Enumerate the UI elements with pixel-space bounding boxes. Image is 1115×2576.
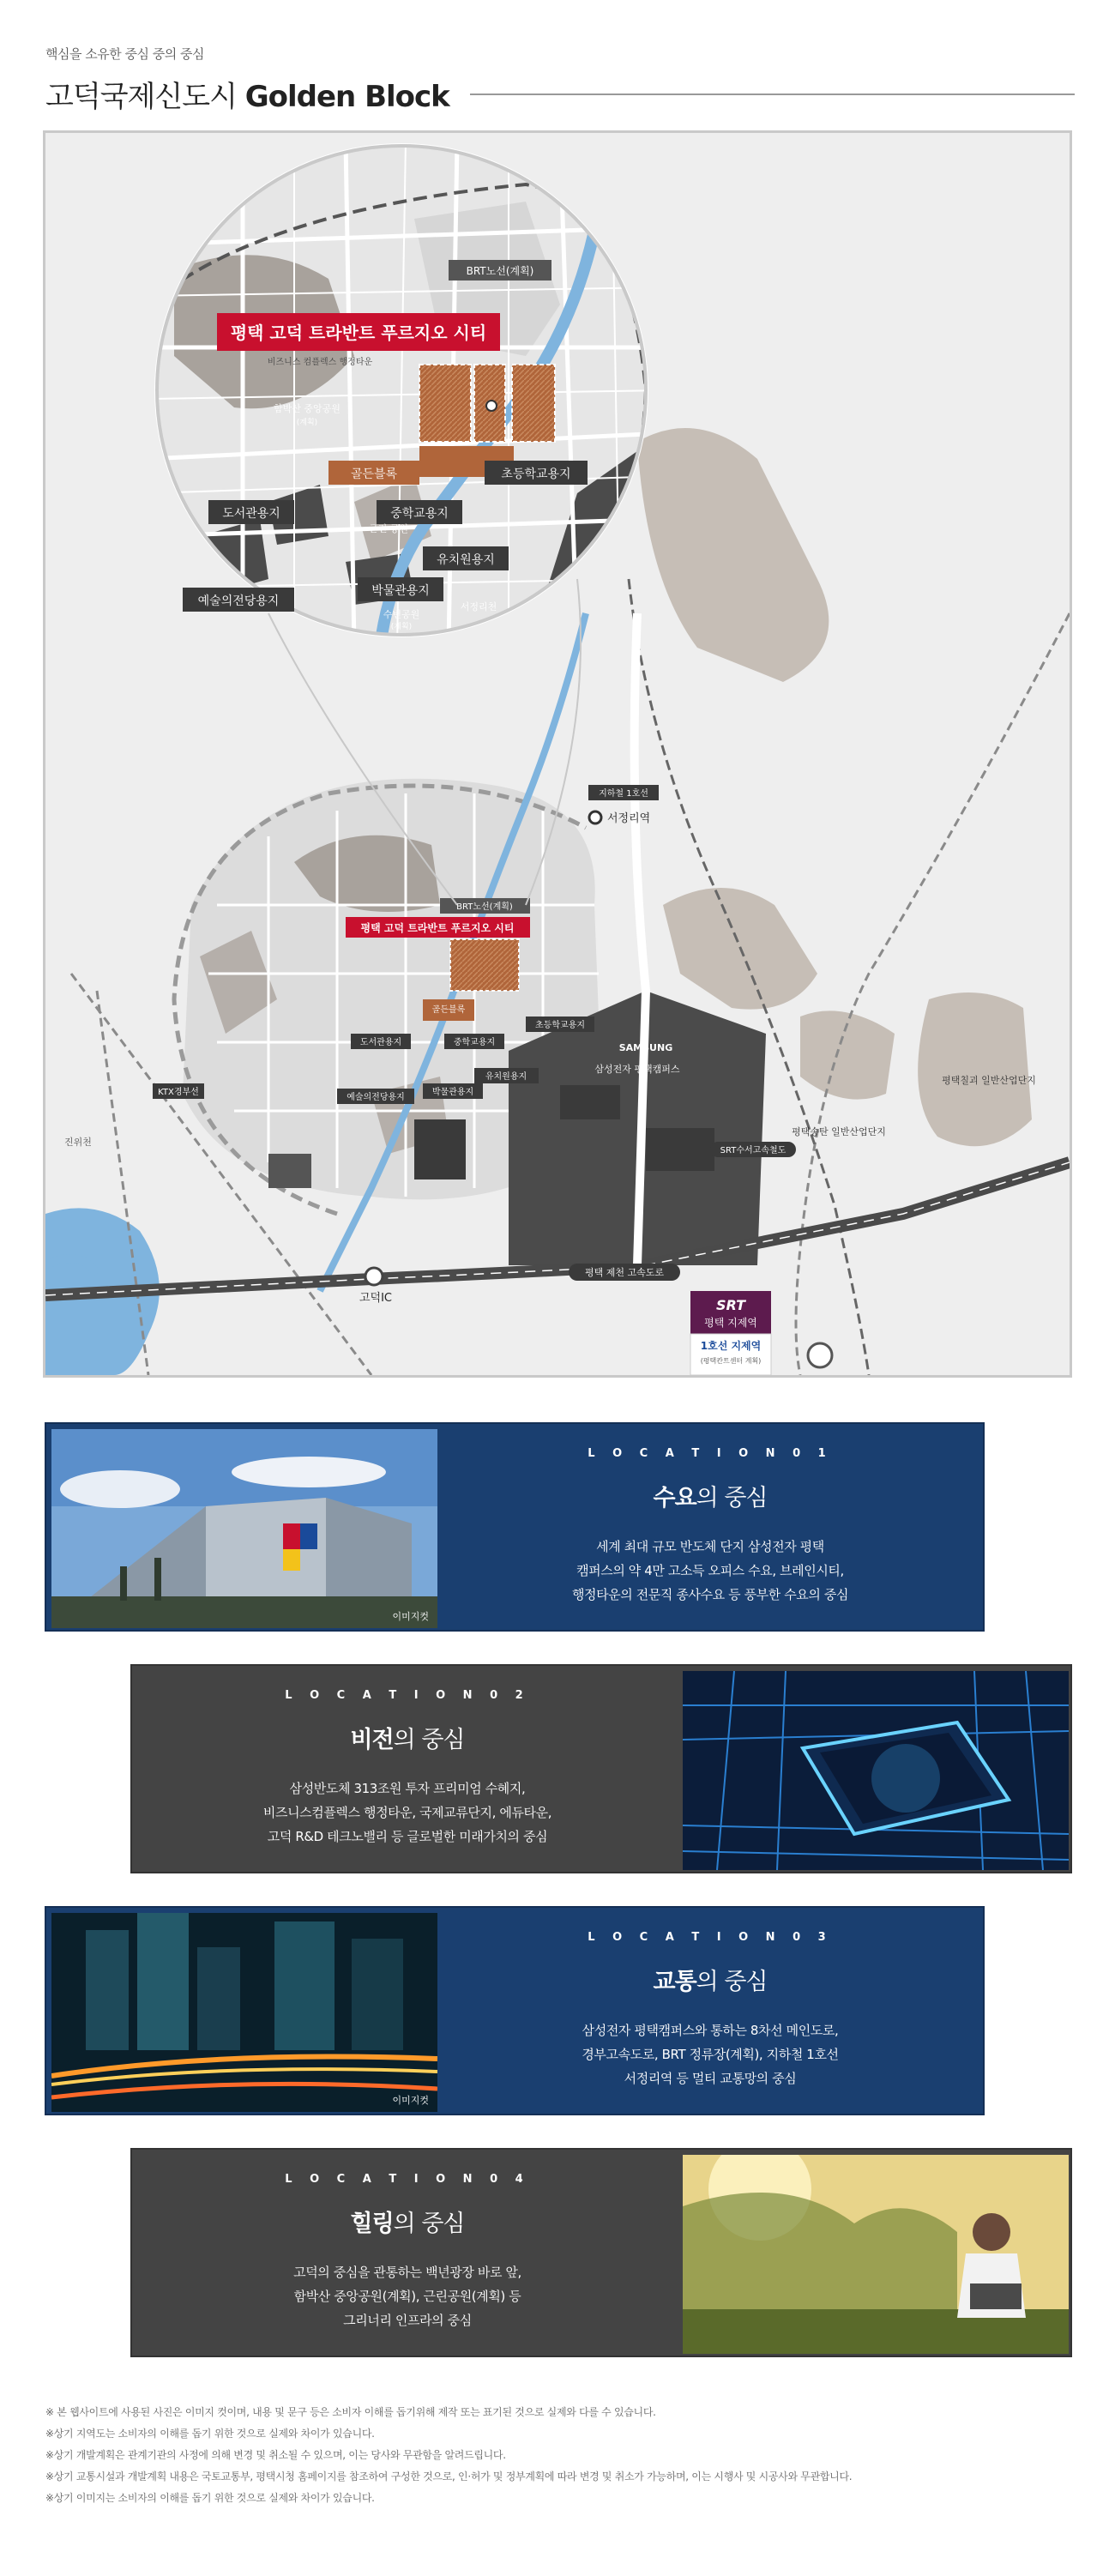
location-04-image: [683, 2155, 1069, 2354]
park-photo: [683, 2155, 1069, 2354]
project-block-small: [450, 939, 519, 991]
jije-station-marker: [808, 1343, 832, 1367]
location-03-image: [51, 1913, 437, 2112]
location-04-heading-bold: 힐링: [350, 2211, 394, 2237]
godeok-ic-marker: [365, 1268, 383, 1285]
golden-block-small-label: 골든블록: [431, 1005, 466, 1015]
neighborhood-park-label: 근린 공원: [368, 523, 409, 534]
location-02-panel: [130, 1664, 1072, 1873]
stream-label: 서정리천: [460, 601, 497, 612]
location-02-heading-rest: 의 중심: [393, 1727, 465, 1753]
elementary-label: 초등학교용지: [501, 468, 571, 481]
seojeongri-station-marker: [589, 811, 601, 823]
campus-building: [268, 1154, 311, 1188]
disclaimer-note: ※상기 교통시설과 개발계획 내용은 국토교통부, 평택시청 홈페이지를 참조하여 구성한 것으로, 인·허가 및 정부계획에 따라 변경 및 취소가 가능하며, 이는 시행사 및 시공사와 무관합니다.: [45, 2470, 853, 2482]
middle-small-label: 중학교용지: [453, 1038, 496, 1047]
location-03-line: 서정리역 등 멀티 교통망의 중심: [624, 2071, 797, 2086]
location-02-heading: [350, 1721, 464, 1754]
location-03-panel: [45, 1906, 985, 2115]
project-block: [419, 365, 471, 442]
page-header: [45, 45, 1075, 115]
museum-label: 박물관용지: [371, 584, 430, 598]
location-03-body: [582, 2018, 838, 2090]
location-03-heading-bold: 교통: [653, 1969, 696, 1995]
location-01-text: [437, 1424, 983, 1630]
expressway-label: 평택 제천 고속도로: [584, 1267, 665, 1278]
location-01-body: [572, 1535, 848, 1607]
title-prefix: 고덕국제신도시: [45, 80, 245, 114]
terrain-area: [918, 992, 1032, 1146]
library-label: 도서관용지: [222, 507, 280, 521]
page-subtitle: 핵심을 소유한 중심 중의 중심: [45, 46, 204, 62]
elem-small-label: 초등학교용지: [535, 1021, 585, 1030]
campus-building: [414, 1119, 466, 1179]
title-bold: Golden Block: [244, 80, 449, 114]
location-map: [43, 130, 1072, 1378]
campus-building: [646, 1128, 714, 1171]
location-02-line: 비즈니스컴플렉스 행정타운, 국제교류단지, 에듀타운,: [262, 1805, 552, 1820]
seojeongri-label: 서정리역: [607, 812, 651, 825]
location-02-line: 고덕 R&D 테크노밸리 등 글로벌한 미래가치의 중심: [267, 1829, 548, 1844]
location-04-label: L O C A T I O N 0 4: [285, 2173, 530, 2186]
city-night-photo: [51, 1913, 437, 2112]
location-04-text: [132, 2150, 683, 2356]
srt-logo: SRT: [715, 1297, 746, 1313]
central-park-note: (계획): [296, 419, 318, 427]
location-03-text: [437, 1908, 983, 2114]
location-01-panel: [45, 1422, 985, 1632]
brt-label: BRT노선(계획): [466, 265, 534, 277]
disclaimer-note: ※상기 지역도는 소비자의 이해를 돕기 위한 것으로 실제와 차이가 있습니다.: [45, 2428, 375, 2440]
central-park-label: 함박산 중앙공원: [274, 403, 341, 414]
location-03-line: 삼성전자 평택캠퍼스와 통하는 8차선 메인도로,: [582, 2023, 839, 2038]
jinwi-label: 진위천: [64, 1137, 92, 1148]
location-04-heading-rest: 의 중심: [393, 2211, 465, 2237]
godeok-ic-label: 고덕IC: [359, 1292, 393, 1305]
location-04-line: 그리너리 인프라의 중심: [343, 2313, 472, 2328]
block-center-marker: [486, 401, 497, 411]
ktx-label: KTX경부선: [158, 1088, 199, 1097]
location-01-label: L O C A T I O N 0 1: [588, 1447, 833, 1460]
location-01-heading-rest: 의 중심: [696, 1485, 768, 1511]
location-02-label: L O C A T I O N 0 2: [285, 1689, 530, 1702]
map-illustration: [45, 133, 1070, 1375]
middle-label: 중학교용지: [390, 507, 449, 521]
samsung-campus-label: 삼성전자 평택캠퍼스: [594, 1064, 680, 1075]
disclaimer-note: ※상기 개발계획은 관계기관의 사정에 의해 변경 및 취소될 수 있으며, 이는 당사와 무관함을 알려드립니다.: [45, 2449, 506, 2461]
samsung-building-photo: [51, 1429, 437, 1628]
srt-station-label: 평택 지제역: [704, 1317, 757, 1329]
location-03-heading-rest: 의 중심: [696, 1969, 768, 1995]
location-01-image: [51, 1429, 437, 1628]
location-01-line: 캠퍼스의 약 4만 고소득 오피스 수요, 브레인시티,: [576, 1563, 844, 1578]
location-03-caption: 이미지컷: [392, 2095, 429, 2106]
disclaimer-notes: [45, 2402, 1075, 2509]
location-01-caption: 이미지컷: [392, 1611, 429, 1622]
location-01-line: 행정타운의 전문직 종사수요 등 풍부한 수요의 중심: [571, 1587, 849, 1602]
location-03-label: L O C A T I O N 0 3: [588, 1931, 833, 1944]
disclaimer-note: ※ 본 웹사이트에 사용된 사진은 이미지 컷이며, 내용 및 문구 등은 소비자 이해를 돕기위해 제작 또는 표기된 것으로 실제와 다를 수 있습니다.: [45, 2406, 656, 2418]
golden-block-label: 골든블록: [350, 468, 398, 481]
pyeongtaek-complex-label: 평택송탄 일반산업단지: [792, 1126, 886, 1137]
samsung-logo: SAMSUNG: [618, 1042, 673, 1053]
project-block: [512, 365, 555, 442]
waterfront-note: (계획): [390, 623, 413, 631]
kindergarten-label: 유치원용지: [437, 553, 495, 567]
kinder-small-label: 유치원용지: [485, 1072, 527, 1082]
location-04-heading: [350, 2205, 464, 2238]
title-row: [45, 73, 1075, 115]
port-complex-label: 평택칠괴 일반산업단지: [942, 1075, 1036, 1086]
location-04-line: 함박산 중앙공원(계획), 근린공원(계획) 등: [293, 2289, 521, 2304]
location-02-body: [263, 1777, 551, 1849]
location-03-heading: [653, 1963, 767, 1996]
disclaimer-note: ※상기 이미지는 소비자의 이해를 돕기 위한 것으로 실제와 차이가 있습니다.: [45, 2492, 375, 2504]
location-01-line: 세계 최대 규모 반도체 단지 삼성전자 평택: [596, 1539, 824, 1554]
brt-label-small: BRT노선(계획): [456, 902, 513, 912]
arts-label: 예술의전당용지: [197, 594, 280, 608]
line1-station-label: 1호선 지제역: [700, 1340, 762, 1352]
arts-small-label: 예술의전당용지: [347, 1093, 405, 1102]
business-label: 비즈니스 컴플렉스 행정타운: [267, 358, 373, 367]
title-divider: [470, 94, 1075, 95]
museum-small-label: 박물관용지: [431, 1088, 474, 1097]
location-02-image: [683, 1671, 1069, 1870]
location-01-heading-bold: 수요: [653, 1485, 696, 1511]
project-label-small: 평택 고덕 트라반트 푸르지오 시티: [360, 922, 515, 934]
project-label: 평택 고덕 트라반트 푸르지오 시티: [230, 323, 487, 343]
library-small-label: 도서관용지: [359, 1038, 402, 1047]
subway-label: 지하철 1호선: [599, 789, 648, 799]
srt-road-label: SRT수서고속철도: [720, 1146, 787, 1155]
location-02-heading-bold: 비전: [350, 1727, 394, 1753]
chip-photo: [683, 1671, 1069, 1870]
location-04-panel: [130, 2148, 1072, 2357]
location-04-body: [293, 2260, 521, 2332]
waterfront-park-label: 수변공원: [383, 609, 420, 620]
campus-building: [560, 1085, 620, 1119]
location-04-line: 고덕의 중심을 관통하는 백년광장 바로 앞,: [293, 2265, 521, 2280]
location-02-text: [132, 1666, 683, 1872]
location-03-line: 경부고속도로, BRT 정류장(계획), 지하철 1호선: [582, 2047, 839, 2062]
page-title: [45, 73, 449, 115]
location-02-line: 삼성반도체 313조원 투자 프리미엄 수혜지,: [289, 1781, 526, 1796]
line1-note: (평택칸트센터 계획): [700, 1357, 762, 1365]
location-01-heading: [653, 1479, 767, 1512]
srt-station-card: [690, 1291, 771, 1375]
